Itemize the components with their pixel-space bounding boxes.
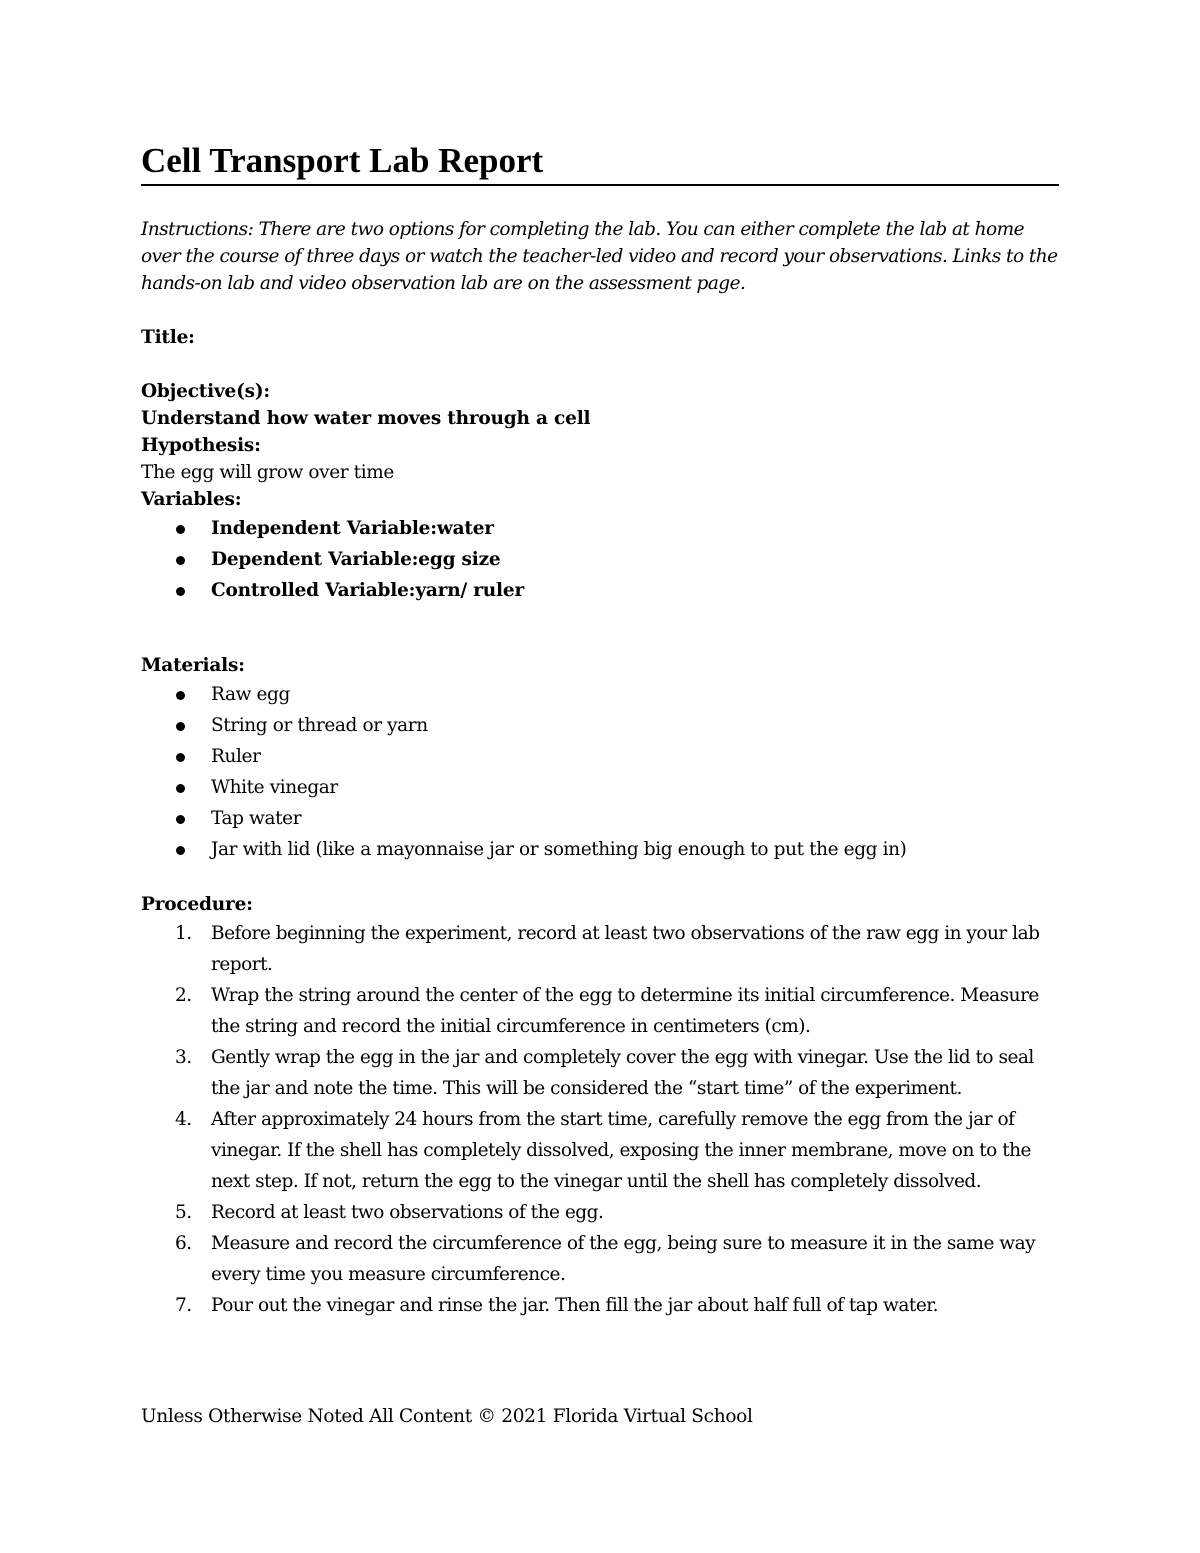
bullet-icon	[176, 722, 185, 731]
step-number: 3.	[175, 1047, 192, 1068]
list-item: Tap water	[141, 803, 1059, 834]
copyright-footer: Unless Otherwise Noted All Content © 2021 Florida Virtual School	[141, 1406, 753, 1427]
list-item: White vinegar	[141, 772, 1059, 803]
title-label: Title:	[141, 327, 195, 348]
list-item	[141, 1197, 1059, 1228]
procedure-label: Procedure:	[141, 894, 253, 915]
variables-label: Variables:	[141, 489, 242, 510]
procedure-list	[141, 918, 1059, 1321]
list-item	[141, 1290, 1059, 1321]
list-item	[141, 1042, 1059, 1104]
bullet-icon	[176, 525, 185, 534]
bullet-icon	[176, 815, 185, 824]
hypothesis-label: Hypothesis:	[141, 435, 261, 456]
list-item: Ruler	[141, 741, 1059, 772]
document-page	[141, 140, 1059, 1321]
list-item: Dependent Variable:egg size	[141, 544, 1059, 575]
list-item	[141, 980, 1059, 1042]
bullet-icon	[176, 753, 185, 762]
list-item: Jar with lid (like a mayonnaise jar or something big enough to put the egg in)	[141, 834, 1059, 865]
bullet-icon	[176, 587, 185, 596]
step-text: After approximately 24 hours from the start time, carefully remove the egg from the jar of vinegar. If the shell has completely dissolved, exposing the inner membrane, move on to the next step. If not, return the egg to the vinegar until the shell has completely dissolved.	[211, 1109, 1031, 1192]
instructions-text: Instructions: There are two options for completing the lab. You can either complete the lab at home over the course of three days or watch the teacher-led video and record your observations. Links to the hands-on lab and video observation lab are on the assessment page.	[141, 219, 1058, 294]
bullet-icon	[176, 691, 185, 700]
step-text: Record at least two observations of the egg.	[211, 1202, 604, 1223]
step-text: Pour out the vinegar and rinse the jar. Then fill the jar about half full of tap water.	[211, 1295, 938, 1316]
step-number: 2.	[175, 985, 192, 1006]
step-number: 1.	[175, 923, 192, 944]
list-item	[141, 918, 1059, 980]
list-item: Raw egg	[141, 679, 1059, 710]
step-text: Gently wrap the egg in the jar and completely cover the egg with vinegar. Use the lid to seal the jar and note the time. This will be considered the “start time” of the experiment.	[211, 1047, 1034, 1099]
step-number: 5.	[175, 1202, 192, 1223]
objective-text: Understand how water moves through a cell	[141, 408, 591, 429]
step-text: Measure and record the circumference of the egg, being sure to measure it in the same way every time you measure circumference.	[211, 1233, 1036, 1285]
materials-label: Materials:	[141, 655, 245, 676]
variables-list	[141, 513, 1059, 606]
list-item: String or thread or yarn	[141, 710, 1059, 741]
objectives-label: Objective(s):	[141, 381, 271, 402]
bullet-icon	[176, 846, 185, 855]
spacer	[141, 351, 1059, 378]
step-number: 6.	[175, 1233, 192, 1254]
bullet-icon	[176, 784, 185, 793]
step-number: 4.	[175, 1109, 192, 1130]
list-item	[141, 1104, 1059, 1197]
document-title: Cell Transport Lab Report	[141, 140, 1059, 186]
spacer	[141, 865, 1059, 891]
step-text: Before beginning the experiment, record at least two observations of the raw egg in your lab report.	[211, 923, 1040, 975]
step-text: Wrap the string around the center of the egg to determine its initial circumference. Measure the string and record the initial circumference in centimeters (cm).	[211, 985, 1039, 1037]
materials-list	[141, 679, 1059, 865]
list-item: Independent Variable:water	[141, 513, 1059, 544]
spacer	[141, 297, 1059, 324]
list-item	[141, 1228, 1059, 1290]
hypothesis-text: The egg will grow over time	[141, 462, 394, 483]
spacer	[141, 606, 1059, 652]
list-item: Controlled Variable:yarn/ ruler	[141, 575, 1059, 606]
step-number: 7.	[175, 1295, 192, 1316]
bullet-icon	[176, 556, 185, 565]
